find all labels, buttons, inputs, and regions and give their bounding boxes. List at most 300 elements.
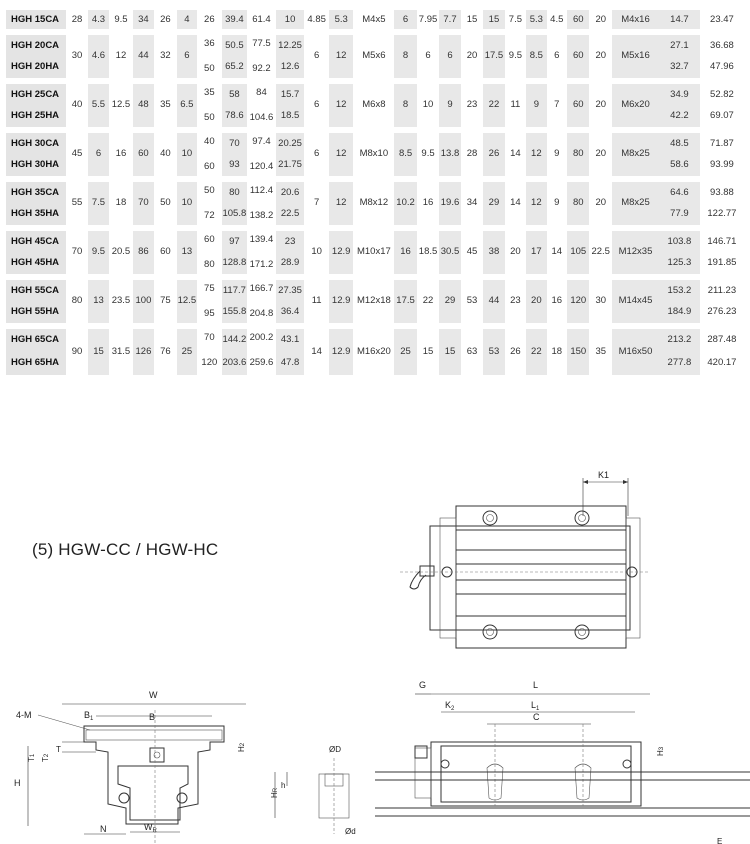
table-cell: 80 (567, 179, 589, 228)
table-cell: 104.6 (247, 105, 276, 130)
table-cell: 14 (304, 326, 329, 375)
table-cell: 420.17 (700, 350, 744, 375)
table-cell: 70 (222, 130, 248, 155)
table-row (6, 277, 744, 302)
table-cell: 31.5 (109, 326, 133, 375)
table-cell: 29 (483, 179, 504, 228)
table-cell: 18 (547, 326, 567, 375)
t-label: T (56, 745, 61, 754)
table-cell: 22 (417, 277, 439, 326)
table-row (6, 81, 744, 106)
table-cell: 13 (177, 228, 197, 277)
table-cell: 12.5 (177, 277, 197, 326)
table-cell: 8 (394, 81, 416, 130)
table-cell: 38 (483, 228, 504, 277)
g-label: G (419, 680, 427, 690)
table-cell: 144.2 (222, 326, 248, 351)
table-cell: 50 (197, 56, 222, 81)
hr-label: HR (270, 787, 279, 798)
table-cell: 12 (526, 130, 546, 179)
table-cell: 78.6 (222, 105, 248, 130)
h-small-label: h (281, 781, 286, 790)
table-cell: 86 (133, 228, 154, 277)
table-cell: 93.88 (700, 179, 744, 204)
table-cell: M8x25 (612, 130, 659, 179)
table-cell: M6x20 (612, 81, 659, 130)
table-cell: 12 (329, 81, 354, 130)
wr-label: $W_R$ (144, 822, 157, 834)
table-cell: 12 (329, 32, 354, 81)
section-title: (5) HGW-CC / HGW-HC (32, 540, 219, 559)
table-cell: 8.5 (526, 32, 546, 81)
table-cell: 20 (589, 7, 611, 32)
table-cell: M12x18 (353, 277, 394, 326)
table-cell: 70 (133, 179, 154, 228)
table-cell: 128.8 (222, 252, 248, 277)
table-cell: 60 (133, 130, 154, 179)
n-label: N (100, 824, 107, 834)
table-cell: 50.5 (222, 32, 248, 57)
k2-label: $K_2$ (445, 700, 455, 712)
table-cell: 36.4 (276, 301, 305, 326)
table-cell: M16x20 (353, 326, 394, 375)
table-cell: 203.6 (222, 350, 248, 375)
table-cell: HGH 55HA (6, 301, 66, 326)
table-cell: 12.9 (329, 326, 354, 375)
table-cell: 25 (394, 326, 416, 375)
table-cell: 36 (197, 32, 222, 57)
table-row (6, 130, 744, 155)
table-cell: 7.5 (505, 7, 526, 32)
table-cell: HGH 25CA (6, 81, 66, 106)
table-cell: 6 (394, 7, 416, 32)
table-cell: M4x16 (612, 7, 659, 32)
table-cell: 7 (547, 81, 567, 130)
table-cell: 9.5 (417, 130, 439, 179)
table-cell: 45 (66, 130, 87, 179)
table-cell: 13 (88, 277, 109, 326)
table-cell: 112.4 (247, 179, 276, 204)
table-cell: HGH 25HA (6, 105, 66, 130)
table-cell: 12.25 (276, 32, 305, 57)
table-cell: 10 (304, 228, 329, 277)
table-cell: 13.8 (439, 130, 460, 179)
table-cell: 35 (589, 326, 611, 375)
table-cell: 10 (417, 81, 439, 130)
table-cell: 14.7 (659, 7, 700, 32)
table-cell: 30 (589, 277, 611, 326)
table-cell: 26 (154, 7, 176, 32)
table-cell: M14x45 (612, 277, 659, 326)
table-cell: 23 (461, 81, 483, 130)
table-cell: 14 (505, 179, 526, 228)
table-cell: 7.7 (439, 7, 460, 32)
table-cell: 9 (547, 130, 567, 179)
table-cell: 9.5 (88, 228, 109, 277)
table-cell: 15 (461, 7, 483, 32)
table-cell: 60 (154, 228, 176, 277)
table-cell: 276.23 (700, 301, 744, 326)
table-cell: 6 (439, 32, 460, 81)
table-cell: 122.77 (700, 203, 744, 228)
table-cell: 17.5 (483, 32, 504, 81)
k1-label: K1 (598, 470, 610, 480)
table-cell: 6 (88, 130, 109, 179)
b-label: B (149, 712, 156, 722)
table-cell: 171.2 (247, 252, 276, 277)
table-cell: 191.85 (700, 252, 744, 277)
table-cell: 139.4 (247, 228, 276, 253)
table-cell: 120 (197, 350, 222, 375)
table-cell: 77.5 (247, 32, 276, 57)
table-cell: 18.5 (417, 228, 439, 277)
table-cell: 5.3 (526, 7, 546, 32)
table-cell: 4.5 (547, 7, 567, 32)
table-cell: 63 (461, 326, 483, 375)
table-cell: 15 (417, 326, 439, 375)
table-cell: 14 (505, 130, 526, 179)
table-cell: 65.2 (222, 56, 248, 81)
table-cell: 80 (222, 179, 248, 204)
table-cell: HGH 15CA (6, 7, 66, 32)
spec-table (6, 4, 744, 375)
table-cell: 213.2 (659, 326, 700, 351)
b1-label: $B_1$ (84, 710, 94, 722)
table-cell: 53 (461, 277, 483, 326)
table-cell: 4.6 (88, 32, 109, 81)
table-cell: 6 (417, 32, 439, 81)
table-cell: 4.85 (304, 7, 329, 32)
table-cell: 42.2 (659, 105, 700, 130)
table-cell: M6x8 (353, 81, 394, 130)
table-cell: 204.8 (247, 301, 276, 326)
table-cell: 20 (526, 277, 546, 326)
table-cell: 12.9 (329, 277, 354, 326)
side-view-drawing (255, 676, 750, 844)
table-cell: HGH 30HA (6, 154, 66, 179)
table-cell: 146.71 (700, 228, 744, 253)
table-row (6, 326, 744, 351)
table-cell: HGH 30CA (6, 130, 66, 155)
table-cell: 97.4 (247, 130, 276, 155)
table-cell: 58 (222, 81, 248, 106)
table-cell: 97 (222, 228, 248, 253)
table-cell: 12.5 (109, 81, 133, 130)
table-cell: 34 (461, 179, 483, 228)
table-cell: 155.8 (222, 301, 248, 326)
table-cell: 287.48 (700, 326, 744, 351)
table-cell: 5.3 (329, 7, 354, 32)
table-cell: 45 (461, 228, 483, 277)
table-cell: 28 (461, 130, 483, 179)
table-cell: 20.25 (276, 130, 305, 155)
table-cell: 184.9 (659, 301, 700, 326)
table-cell: 6 (547, 32, 567, 81)
table-cell: 50 (197, 179, 222, 204)
table-cell: 76 (154, 326, 176, 375)
table-row (6, 7, 744, 32)
table-cell: 20 (589, 81, 611, 130)
table-cell: 35 (197, 81, 222, 106)
w-label: W (149, 690, 158, 700)
h3-label: H3 (656, 746, 665, 756)
table-cell: 6 (304, 130, 329, 179)
table-cell: M8x25 (612, 179, 659, 228)
table-cell: 93.99 (700, 154, 744, 179)
table-cell: 71.87 (700, 130, 744, 155)
table-cell: 15.7 (276, 81, 305, 106)
table-cell: 16 (394, 228, 416, 277)
table-cell: HGH 55CA (6, 277, 66, 302)
phi-d-small-label: Ød (345, 827, 356, 836)
table-cell: 23.47 (700, 7, 744, 32)
front-view-drawing (0, 686, 260, 844)
table-cell: 80 (66, 277, 87, 326)
table-cell: 22.5 (589, 228, 611, 277)
table-cell: 70 (66, 228, 87, 277)
table-cell: 138.2 (247, 203, 276, 228)
table-cell: HGH 20CA (6, 32, 66, 57)
table-cell: 9 (526, 81, 546, 130)
table-cell: 90 (66, 326, 87, 375)
table-cell: M10x17 (353, 228, 394, 277)
table-cell: 23 (276, 228, 305, 253)
table-cell: 9 (547, 179, 567, 228)
table-cell: 26 (505, 326, 526, 375)
c-label: C (533, 712, 540, 722)
table-cell: 11 (304, 277, 329, 326)
table-cell: 48.5 (659, 130, 700, 155)
table-cell: 117.7 (222, 277, 248, 302)
table-cell: 12 (109, 32, 133, 81)
l-label: L (533, 680, 539, 690)
table-cell: HGH 65CA (6, 326, 66, 351)
table-cell: 8 (394, 32, 416, 81)
table-cell: 30 (66, 32, 87, 81)
table-cell: 23.5 (109, 277, 133, 326)
top-view-drawing (400, 468, 650, 658)
table-cell: 16 (547, 277, 567, 326)
table-cell: 20.6 (276, 179, 305, 204)
table-cell: 48 (133, 81, 154, 130)
table-cell: 7.95 (417, 7, 439, 32)
table-cell: M16x50 (612, 326, 659, 375)
table-cell: 22.5 (276, 203, 305, 228)
table-cell: 166.7 (247, 277, 276, 302)
table-cell: 26 (483, 130, 504, 179)
table-cell: 32 (154, 32, 176, 81)
table-cell: 26 (197, 7, 222, 32)
table-cell: 16 (109, 130, 133, 179)
table-cell: 75 (154, 277, 176, 326)
table-cell: 64.6 (659, 179, 700, 204)
table-cell: 28 (66, 7, 87, 32)
table-cell: 200.2 (247, 326, 276, 351)
table-cell: 61.4 (247, 7, 276, 32)
table-cell: 60 (197, 154, 222, 179)
table-cell: 105 (567, 228, 589, 277)
table-cell: 12 (329, 179, 354, 228)
table-cell: 125.3 (659, 252, 700, 277)
table-cell: 15 (88, 326, 109, 375)
table-cell: 120 (567, 277, 589, 326)
table-cell: 95 (197, 301, 222, 326)
table-cell: 39.4 (222, 7, 248, 32)
table-cell: 10.2 (394, 179, 416, 228)
table-cell: 92.2 (247, 56, 276, 81)
table-cell: 6 (304, 81, 329, 130)
table-cell: 40 (154, 130, 176, 179)
table-cell: 15 (483, 7, 504, 32)
table-cell: 126 (133, 326, 154, 375)
table-cell: 150 (567, 326, 589, 375)
table-cell: 84 (247, 81, 276, 106)
table-cell: 28.9 (276, 252, 305, 277)
table-cell: 20 (589, 179, 611, 228)
table-cell: 20 (505, 228, 526, 277)
table-cell: 80 (567, 130, 589, 179)
table-row (6, 228, 744, 253)
table-row (6, 179, 744, 204)
table-cell: 14 (547, 228, 567, 277)
table-cell: 9 (439, 81, 460, 130)
table-cell: 4.3 (88, 7, 109, 32)
table-cell: 211.23 (700, 277, 744, 302)
table-cell: 32.7 (659, 56, 700, 81)
table-cell: 5.5 (88, 81, 109, 130)
table-cell: M4x5 (353, 7, 394, 32)
table-cell: 27.35 (276, 277, 305, 302)
table-cell: 58.6 (659, 154, 700, 179)
table-cell: 55 (66, 179, 87, 228)
table-cell: HGH 65HA (6, 350, 66, 375)
table-cell: 60 (197, 228, 222, 253)
table-cell: HGH 45CA (6, 228, 66, 253)
table-cell: HGH 45HA (6, 252, 66, 277)
table-cell: 70 (197, 326, 222, 351)
table-cell: HGH 35CA (6, 179, 66, 204)
table-cell: 69.07 (700, 105, 744, 130)
table-cell: 6.5 (177, 81, 197, 130)
table-cell: 6 (177, 32, 197, 81)
table-cell: 93 (222, 154, 248, 179)
table-cell: 277.8 (659, 350, 700, 375)
table-cell: 50 (197, 105, 222, 130)
table-cell: 75 (197, 277, 222, 302)
table-cell: 20.5 (109, 228, 133, 277)
table-cell: 34.9 (659, 81, 700, 106)
table-cell: 259.6 (247, 350, 276, 375)
table-cell: 72 (197, 203, 222, 228)
table-cell: HGH 35HA (6, 203, 66, 228)
l1-label: $L_1$ (531, 700, 540, 712)
t1-label: T1 (27, 753, 36, 762)
table-cell: 47.96 (700, 56, 744, 81)
table-cell: 29 (439, 277, 460, 326)
table-cell: 34 (133, 7, 154, 32)
table-cell: 60 (567, 32, 589, 81)
table-cell: 10 (177, 179, 197, 228)
table-cell: 52.82 (700, 81, 744, 106)
table-cell: M5x6 (353, 32, 394, 81)
table-cell: 19.6 (439, 179, 460, 228)
table-cell: 7.5 (88, 179, 109, 228)
table-cell: 20 (461, 32, 483, 81)
table-cell: 105.8 (222, 203, 248, 228)
four-m-label: 4-M (16, 710, 32, 720)
phi-d-large-label: ØD (329, 745, 341, 754)
table-cell: 80 (197, 252, 222, 277)
table-cell: 12 (526, 179, 546, 228)
table-cell: 12.9 (329, 228, 354, 277)
table-cell: 17.5 (394, 277, 416, 326)
table-cell: 7 (304, 179, 329, 228)
table-cell: M8x12 (353, 179, 394, 228)
table-cell: 22 (526, 326, 546, 375)
table-cell: 6 (304, 32, 329, 81)
table-cell: 12.6 (276, 56, 305, 81)
table-cell: 60 (567, 7, 589, 32)
table-cell: 40 (66, 81, 87, 130)
h2-label: H2 (237, 742, 246, 752)
table-cell: 20 (589, 32, 611, 81)
table-cell: M8x10 (353, 130, 394, 179)
table-cell: 53 (483, 326, 504, 375)
table-cell: 9.5 (109, 7, 133, 32)
table-cell: 30.5 (439, 228, 460, 277)
table-cell: 36.68 (700, 32, 744, 57)
table-cell: 103.8 (659, 228, 700, 253)
table-cell: 10 (276, 7, 305, 32)
table-cell: 77.9 (659, 203, 700, 228)
table-cell: 4 (177, 7, 197, 32)
table-cell: 8.5 (394, 130, 416, 179)
table-cell: 18.5 (276, 105, 305, 130)
e-label: E (717, 837, 723, 844)
table-cell: 18 (109, 179, 133, 228)
table-cell: HGH 20HA (6, 56, 66, 81)
table-cell: 16 (417, 179, 439, 228)
table-cell: 27.1 (659, 32, 700, 57)
table-cell: 22 (483, 81, 504, 130)
t2-label: T2 (41, 753, 50, 762)
table-cell: 120.4 (247, 154, 276, 179)
table-cell: M12x35 (612, 228, 659, 277)
table-cell: 50 (154, 179, 176, 228)
table-cell: 10 (177, 130, 197, 179)
table-cell: 153.2 (659, 277, 700, 302)
table-cell: 20 (589, 130, 611, 179)
table-cell: 23 (505, 277, 526, 326)
table-cell: 25 (177, 326, 197, 375)
table-row (6, 32, 744, 57)
table-cell: 11 (505, 81, 526, 130)
table-cell: 60 (567, 81, 589, 130)
table-cell: 17 (526, 228, 546, 277)
table-cell: 9.5 (505, 32, 526, 81)
table-cell: 47.8 (276, 350, 305, 375)
table-cell: 35 (154, 81, 176, 130)
table-cell: 44 (133, 32, 154, 81)
table-cell: 100 (133, 277, 154, 326)
table-cell: 12 (329, 130, 354, 179)
table-cell: 43.1 (276, 326, 305, 351)
table-cell: 21.75 (276, 154, 305, 179)
h-label: H (14, 778, 21, 788)
table-cell: 40 (197, 130, 222, 155)
table-cell: 44 (483, 277, 504, 326)
table-cell: M5x16 (612, 32, 659, 81)
